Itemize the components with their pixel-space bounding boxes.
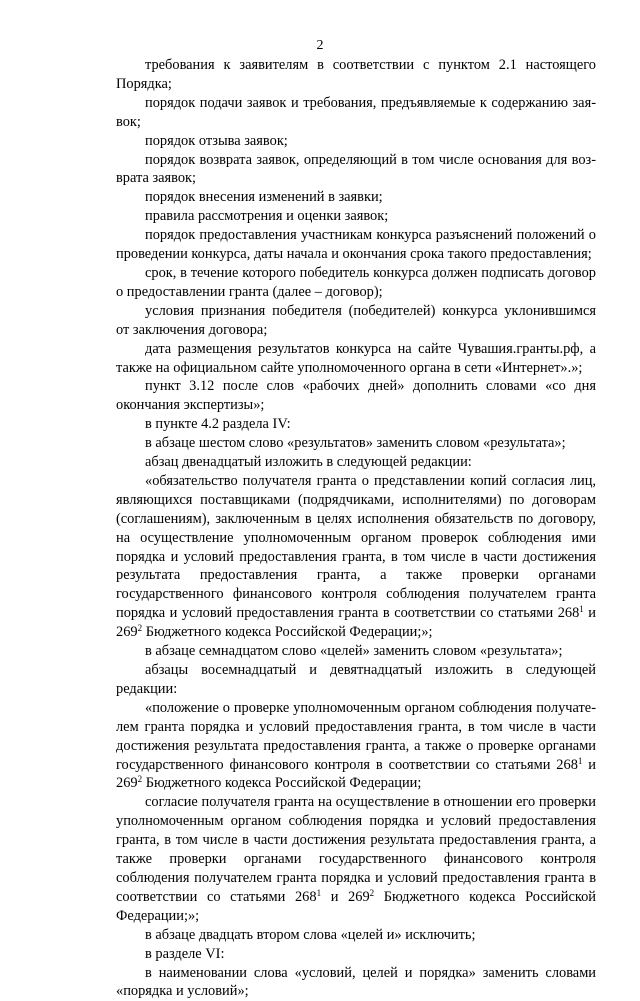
superscript-index: 1 <box>579 604 584 614</box>
paragraph: срок, в течение которого победитель конкурса должен подписать договор о предоставлении гранта (далее – договор); <box>116 264 596 302</box>
paragraph: правила рассмотрения и оценки заявок; <box>116 207 596 226</box>
paragraph: порядок предоставления участникам конкурса разъяснений положений о проведении конкурса, даты начала и окончания срока такого предоставления; <box>116 226 596 264</box>
paragraph: дата размещения результатов конкурса на сайте Чувашия.гранты.рф, а также на официальном сайте уполномоченного органа в сети «Интернет».»; <box>116 340 596 378</box>
paragraph: в абзаце двадцать втором слова «целей и» исключить; <box>116 926 596 945</box>
paragraph: абзац двенадцатый изложить в следующей редакции: <box>116 453 596 472</box>
paragraph: в пункте 4.2 раздела IV: <box>116 415 596 434</box>
paragraph: порядок внесения изменений в заявки; <box>116 188 596 207</box>
paragraph: в наименовании слова «условий, целей и порядка» заменить словами «порядка и условий»; <box>116 964 596 1001</box>
document-body <box>116 56 596 1001</box>
superscript-index: 1 <box>578 756 583 766</box>
paragraph: порядок возврата заявок, определяющий в том числе основания для возврата заявок; <box>116 151 596 189</box>
paragraph: порядок подачи заявок и требования, предъявляемые к содержанию заявок; <box>116 94 596 132</box>
superscript-index: 2 <box>138 623 143 633</box>
superscript-index: 2 <box>370 888 375 898</box>
superscript-index: 2 <box>138 774 143 784</box>
paragraph: абзацы восемнадцатый и девятнадцатый изложить в следующей редакции: <box>116 661 596 699</box>
paragraph: в абзаце семнадцатом слово «целей» заменить словом «результата»; <box>116 642 596 661</box>
paragraph: в абзаце шестом слово «результатов» заменить словом «результата»; <box>116 434 596 453</box>
paragraph: требования к заявителям в соответствии с пунктом 2.1 настоящего Порядка; <box>116 56 596 94</box>
paragraph: согласие получателя гранта на осуществление в отношении его проверки уполномоченным органом соблюдения порядка и условий предоставления гранта, в том числе в части достижения результата предоставления гранта, а также проверки органами государственного финансового контроля соблюдения получателем гранта порядка и условий предоставления гранта в соответствии со статьями $268^1$ и $269^2$ Бюджетного кодекса Российской Федерации;»; <box>116 793 596 925</box>
paragraph: «обязательство получателя гранта о представлении копий согласия лиц, являющихся поставщиками (подрядчиками, исполнителями) по договорам (соглашениям), заключенным в целях исполнения обязательств по договору, на осуществление уполномоченным органом проверок соблюдения ими порядка и условий предоставления гранта, в том числе в части достижения результата предоставления гранта, а также проверки органами государственного финансового контроля соблюдения получателем гранта порядка и условий предоставления гранта в соответствии со статьями $268^1$ и $269^2$ Бюджетного кодекса Российской Федерации;»; <box>116 472 596 642</box>
paragraph: в разделе VI: <box>116 945 596 964</box>
paragraph: условия признания победителя (победителей) конкурса уклонившимся от заключения договора; <box>116 302 596 340</box>
paragraph: порядок отзыва заявок; <box>116 132 596 151</box>
page-number: 2 <box>0 38 640 54</box>
paragraph: «положение о проверке уполномоченным органом соблюдения получателем гранта порядка и условий предоставления гранта, в том числе в части достижения результата предоставления гранта, а также о проверке органами государственного финансового контроля в соответствии со статьями $268^1$ и $269^2$ Бюджетного кодекса Российской Федерации; <box>116 699 596 794</box>
superscript-index: 1 <box>317 888 322 898</box>
paragraph: пункт 3.12 после слов «рабочих дней» дополнить словами «со дня окончания экспертизы»; <box>116 377 596 415</box>
